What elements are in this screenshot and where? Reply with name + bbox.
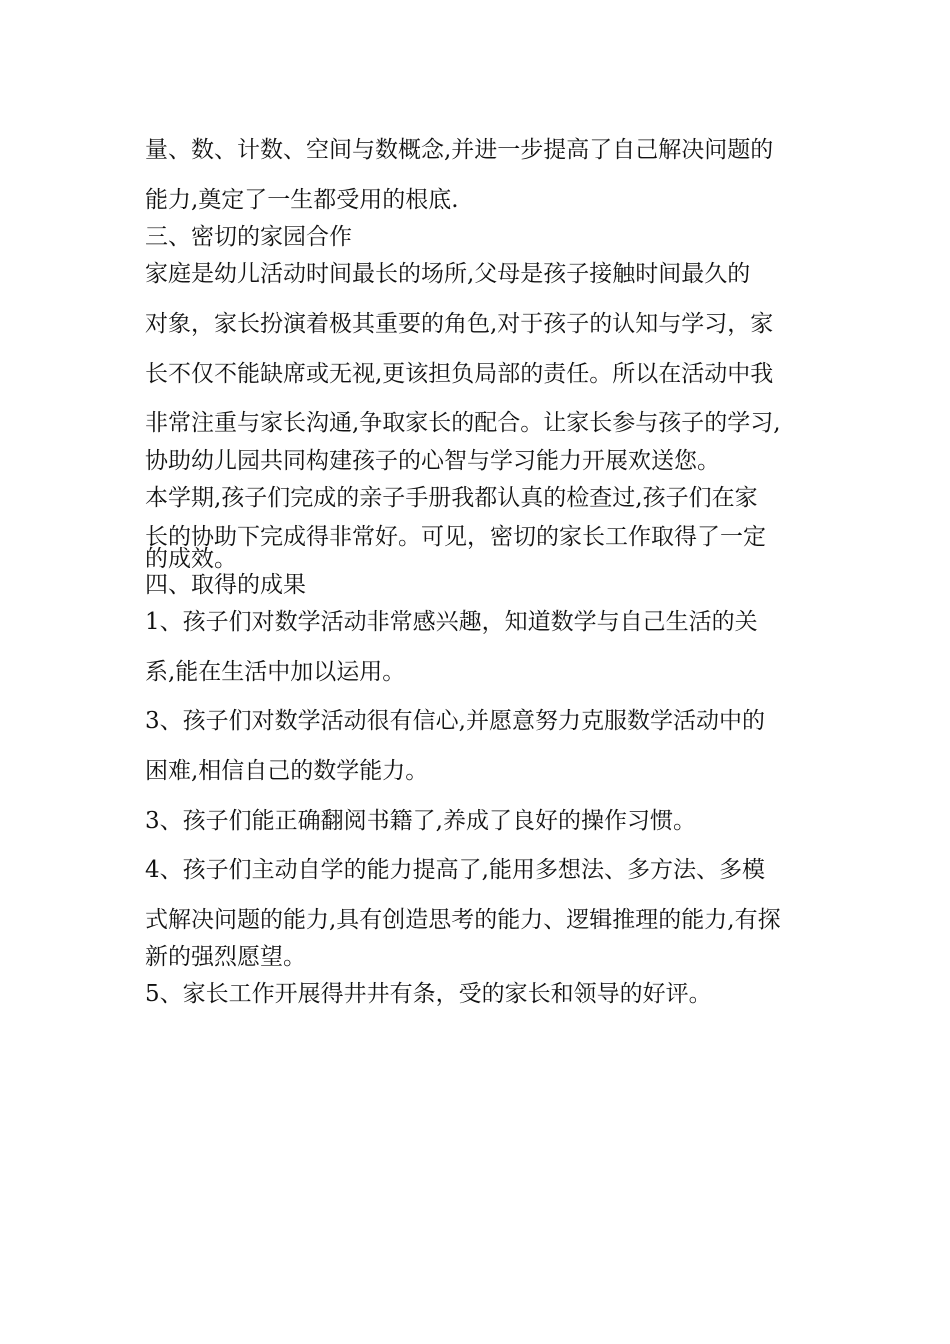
text-line: 新的强烈愿望。	[145, 944, 306, 970]
text-line: 的成效。	[145, 546, 237, 572]
list-item: 5、家长工作开展得井井有条，受的家长和领导的好评。	[145, 981, 712, 1007]
text-line: 式解决问题的能力,具有创造思考的能力、逻辑推理的能力,有探	[145, 907, 781, 933]
text-line: 困难,相信自己的数学能力。	[145, 758, 429, 784]
list-item: 4、孩子们主动自学的能力提高了,能用多想法、多方法、多模	[145, 857, 765, 883]
text-line: 长不仅不能缺席或无视,更该担负局部的责任。所以在活动中我	[145, 361, 774, 387]
text-line: 协助幼儿园共同构建孩子的心智与学习能力开展欢送您。	[145, 448, 720, 474]
list-item: 1、孩子们对数学活动非常感兴趣，知道数学与自己生活的关	[145, 609, 758, 635]
text-line: 量、数、计数、空间与数概念,并进一步提高了自己解决问题的	[145, 137, 774, 163]
text-line: 能力,奠定了一生都受用的根底.	[145, 187, 459, 213]
text-line: 长的协助下完成得非常好。可见，密切的家长工作取得了一定	[145, 524, 766, 550]
text-line: 家庭是幼儿活动时间最长的场所,父母是孩子接触时间最久的	[145, 261, 751, 287]
section-heading: 四、取得的成果	[145, 572, 306, 598]
text-line: 非常注重与家长沟通,争取家长的配合。让家长参与孩子的学习,	[145, 410, 781, 436]
list-item: 3、孩子们能正确翻阅书籍了,养成了良好的操作习惯。	[145, 808, 696, 834]
text-line: 本学期,孩子们完成的亲子手册我都认真的检查过,孩子们在家	[145, 485, 758, 511]
text-line: 系,能在生活中加以运用。	[145, 659, 406, 685]
list-item: 3、孩子们对数学活动很有信心,并愿意努力克服数学活动中的	[145, 708, 765, 734]
section-heading: 三、密切的家园合作	[145, 224, 352, 250]
text-line: 对象，家长扮演着极其重要的角色,对于孩子的认知与学习，家	[145, 311, 774, 337]
